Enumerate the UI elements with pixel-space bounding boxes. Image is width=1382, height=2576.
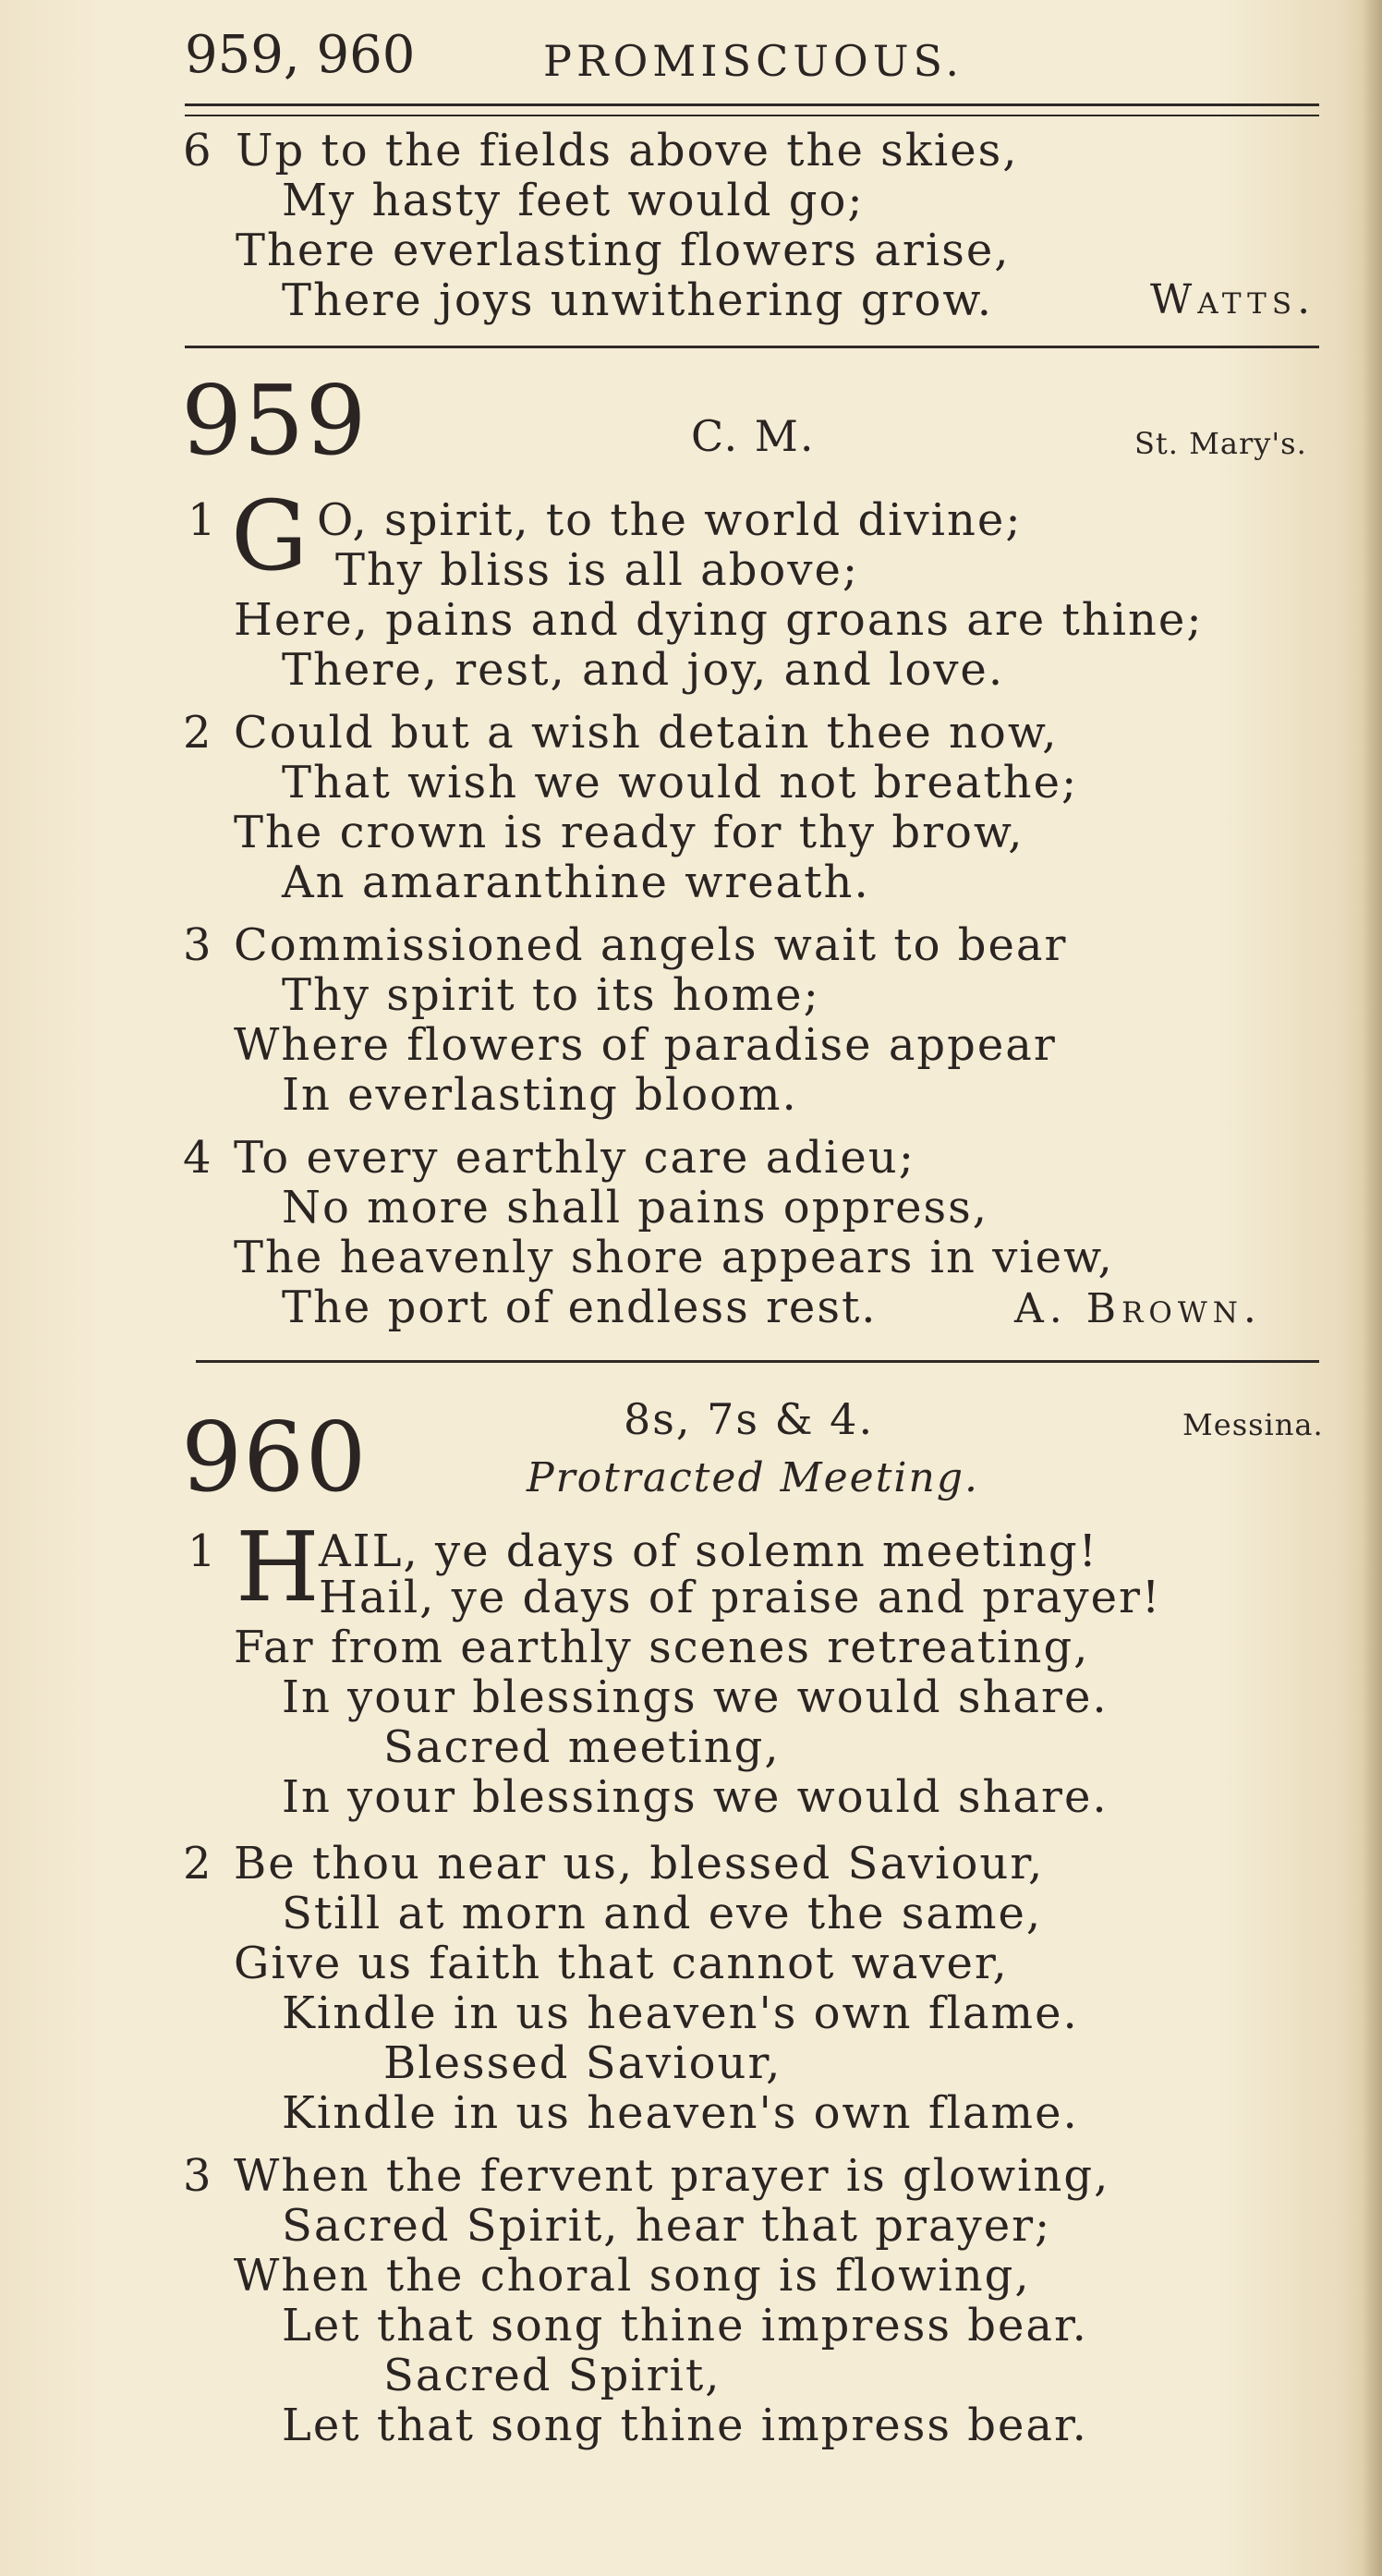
verse-line: In everlasting bloom. [282,1069,798,1121]
verse-line: The heavenly shore appears in view, [234,1232,1114,1283]
page-numbers: 959, 960 [185,25,416,85]
verse-number: 3 [183,2150,212,2202]
verse-line: There, rest, and joy, and love. [282,644,1005,696]
page-edge-shadow [1362,0,1382,2576]
verse-line: That wish we would not breathe; [282,757,1079,808]
verse-number: 1 [188,1525,216,1577]
verse-line: The crown is ready for thy brow, [234,807,1024,858]
hymn-number: 960 [181,1401,368,1513]
drop-cap: G [231,480,309,592]
verse-line: In your blessings we would share. [282,1671,1109,1723]
hymn-tune: Messina. [1182,1407,1324,1442]
verse-line: Be thou near us, blessed Saviour, [234,1838,1045,1889]
verse-line: In your blessings we would share. [282,1771,1109,1823]
verse-line: AIL, ye days of solemn meeting! [319,1525,1098,1577]
verse-line: Far from earthly scenes retreating, [234,1622,1090,1673]
verse-line: Let that song thine impress bear. [282,2400,1088,2451]
verse-line: Let that song thine impress bear. [282,2300,1088,2351]
verse-number: 2 [183,1838,212,1889]
author-attribution: Watts. [1150,276,1316,323]
hymn-meter: C. M. [691,411,816,461]
verse-line: Give us faith that cannot waver, [234,1938,1009,1989]
verse-line: Sacred Spirit, hear that prayer; [282,2200,1052,2252]
verse-line: Blessed Saviour, [383,2037,782,2089]
verse-line: Hail, ye days of praise and prayer! [319,1572,1162,1623]
verse-line: Up to the fields above the skies, [236,125,1019,176]
verse-line: My hasty feet would go; [282,175,865,226]
verse-line: Still at morn and eve the same, [282,1888,1043,1939]
header-rule-top [185,103,1319,106]
hymn-tune: St. Mary's. [1134,426,1307,461]
verse-line: Sacred Spirit, [383,2350,721,2401]
drop-cap: H [236,1511,320,1623]
hymn-meter: 8s, 7s & 4. [624,1394,875,1444]
verse-number: 6 [183,125,212,176]
author-attribution: A. Brown. [1014,1285,1262,1332]
verse-line: Thy spirit to its home; [282,969,820,1021]
verse-line: Here, pains and dying groans are thine; [234,594,1204,646]
verse-line: When the fervent prayer is glowing, [234,2150,1110,2202]
verse-number: 3 [183,919,212,971]
section-title: PROMISCUOUS. [543,36,964,86]
verse-line: Where flowers of paradise appear [234,1019,1057,1071]
hymn-subtitle: Protracted Meeting. [527,1454,979,1501]
verse-line: An amaranthine wreath. [282,857,870,908]
verse-line: There everlasting flowers arise, [236,225,1011,276]
hymn-divider [185,346,1319,348]
hymn-divider [196,1360,1319,1363]
verse-line: Kindle in us heaven's own flame. [282,1987,1079,2039]
verse-line: When the choral song is flowing, [234,2250,1031,2302]
verse-number: 4 [183,1132,212,1184]
verse-line: Sacred meeting, [383,1721,781,1773]
verse-line: To every earthly care adieu; [234,1132,915,1184]
header-rule-bottom [185,115,1319,116]
verse-line: Kindle in us heaven's own flame. [282,2087,1079,2139]
hymn-number: 959 [181,364,368,477]
verse-line: No more shall pains oppress, [282,1182,989,1233]
verse-line: O, spirit, to the world divine; [317,494,1023,546]
verse-line: The port of endless rest. [282,1282,878,1333]
verse-line: Could but a wish detain thee now, [234,707,1059,759]
verse-line: Thy bliss is all above; [335,544,860,596]
verse-number: 1 [188,494,216,546]
verse-number: 2 [183,707,212,759]
verse-line: There joys unwithering grow. [282,274,994,326]
verse-line: Commissioned angels wait to bear [234,919,1068,971]
